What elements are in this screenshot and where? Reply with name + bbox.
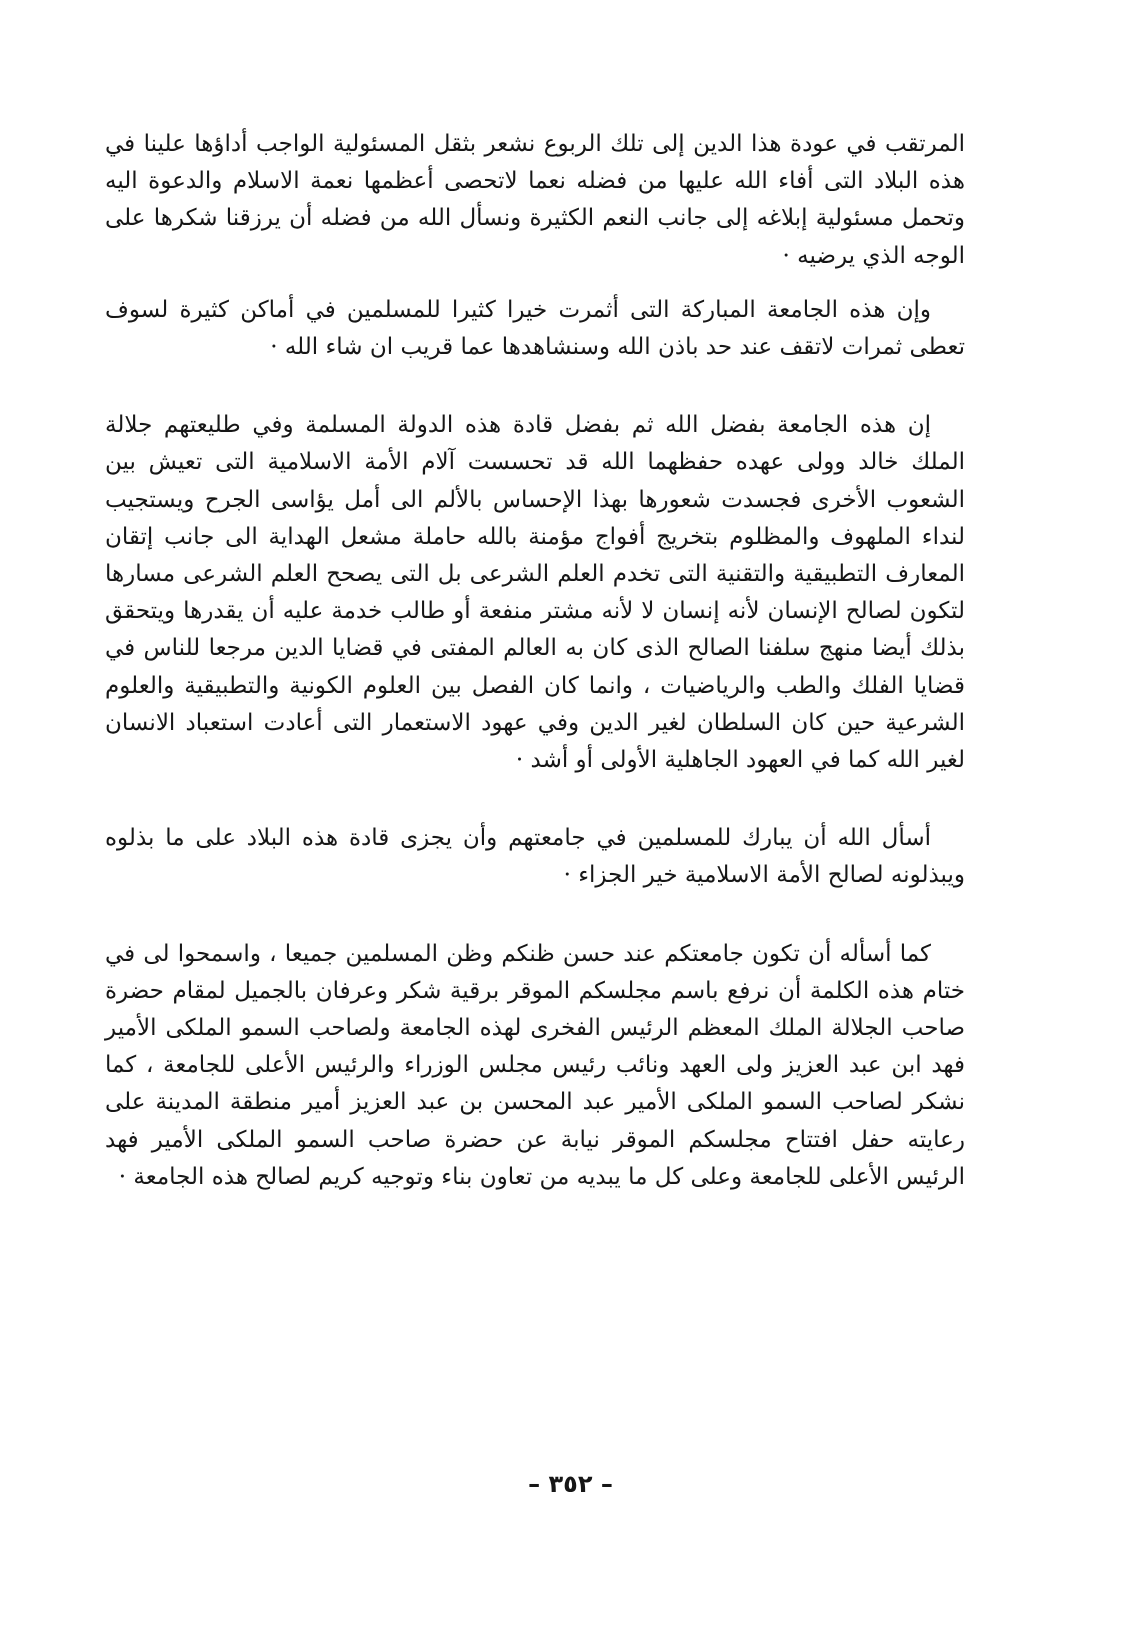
page-body xyxy=(105,126,965,1196)
paragraph-3: إن هذه الجامعة بفضل الله ثم بفضل قادة هذه الدولة المسلمة وفي طليعتهم جلالة الملك خالد وولى عهده حفظهما الله قد تحسست آلام الأمة الاسلامية التى تعيش بين الشعوب الأخرى فجسدت شعورها بهذا الإحساس بالألم الى أمل يؤاسى الجرح ويستجيب لنداء الملهوف والمظلوم بتخريج أفواج مؤمنة بالله حاملة مشعل الهداية الى جانب إتقان المعارف التطبيقية والتقنية التى تخدم العلم الشرعى بل التى يصحح العلم الشرعى مسارها لتكون لصالح الإنسان لأنه إنسان لا لأنه مشتر منفعة أو طالب خدمة عليه أن يقدرها ويتحقق بذلك أيضا منهج سلفنا الصالح الذى كان به العالم المفتى في قضايا الدين مرجعا للناس في قضايا الفلك والطب والرياضيات ، وانما كان الفصل بين العلوم الكونية والتطبيقية والعلوم الشرعية حين كان السلطان لغير الدين وفي عهود الاستعمار التى أعادت استعباد الانسان لغير الله كما في العهود الجاهلية الأولى أو أشد · xyxy=(105,412,965,774)
paragraph-1: المرتقب في عودة هذا الدين إلى تلك الربوع نشعر بثقل المسئولية الواجب أداؤها علينا في هذه البلاد التى أفاء الله عليها من فضله نعما لاتحصى أعظمها نعمة الاسلام والدعوة اليه وتحمل مسئولية إبلاغه إلى جانب النعم الكثيرة ونسأل الله من فضله أن يرزقنا شكرها على الوجه الذي يرضيه · xyxy=(105,131,965,269)
paragraph-4: أسأل الله أن يبارك للمسلمين في جامعتهم وأن يجزى قادة هذه البلاد على ما بذلوه ويبذلونه لصالح الأمة الاسلامية خير الجزاء · xyxy=(105,825,965,889)
paragraph-2: وإن هذه الجامعة المباركة التى أثمرت خيرا كثيرا للمسلمين في أماكن كثيرة لسوف تعطى ثمرات لاتقف عند حد باذن الله وسنشاهدها عما قريب ان شاء الله · xyxy=(105,296,965,361)
paragraph-5: كما أسأله أن تكون جامعتكم عند حسن ظنكم وظن المسلمين جميعا ، واسمحوا لى في ختام هذه الكلمة أن نرفع باسم مجلسكم الموقر برقية شكر وعرفان بالجميل لمقام حضرة صاحب الجلالة الملك المعظم الرئيس الفخرى لهذه الجامعة ولصاحب السمو الملكى الأمير فهد ابن عبد العزيز ولى العهد ونائب رئيس مجلس الوزراء والرئيس الأعلى للجامعة ، كما نشكر لصاحب السمو الملكى الأمير عبد المحسن بن عبد العزيز أمير منطقة المدينة على رعايته حفل افتتاح مجلسكم الموقر نيابة عن حضرة صاحب السمو الملكى الأمير فهد الرئيس الأعلى للجامعة وعلى كل ما يبديه من تعاون بناء وتوجيه كريم لصالح هذه الجامعة · xyxy=(105,940,965,1190)
page-number: – ٣٥٢ – xyxy=(528,1470,613,1498)
